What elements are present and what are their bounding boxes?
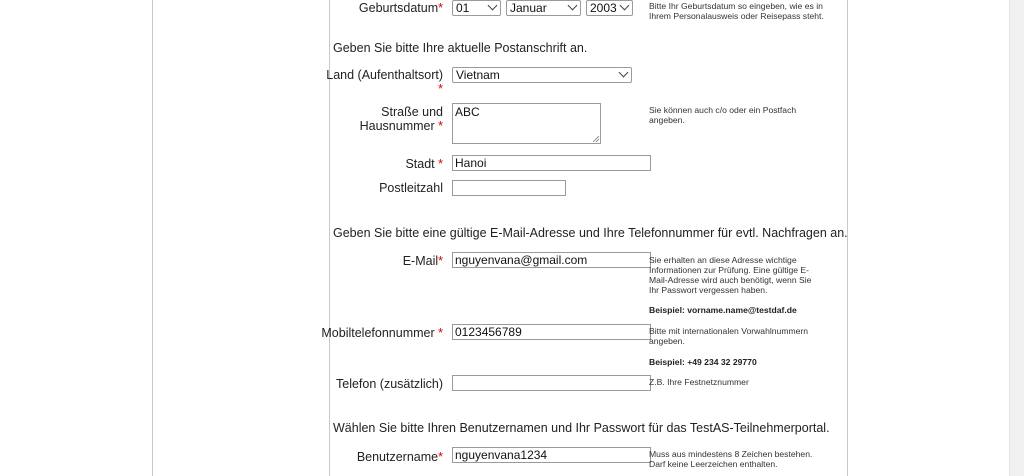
username-input[interactable]: nguyenvana1234 xyxy=(452,447,651,463)
mobile-hint: Bitte mit internationalen Vorwahlnummern angeben. xyxy=(649,326,809,346)
chevron-down-icon xyxy=(488,1,498,11)
chevron-down-icon xyxy=(620,1,630,11)
postcode-label: Postleitzahl xyxy=(379,181,443,195)
birthdate-day-select[interactable]: 01 xyxy=(452,0,501,16)
street-textarea[interactable]: ABC xyxy=(452,103,601,144)
country-label: Land (Aufenthaltsort) * xyxy=(326,68,443,96)
email-input[interactable]: nguyenvana@gmail.com xyxy=(452,252,651,268)
city-input[interactable]: Hanoi xyxy=(452,155,651,171)
street-hint: Sie können auch c/o oder ein Postfach angeben. xyxy=(649,105,797,125)
username-label: Benutzername* xyxy=(356,450,443,464)
mobile-input[interactable]: 0123456789 xyxy=(452,324,651,340)
address-section-title: Geben Sie bitte Ihre aktuelle Postanschrift an. xyxy=(333,41,588,55)
email-hint: Sie erhalten an diese Adresse wichtige Informationen zur Prüfung. Eine gültige E-Mail-Adresse wird auch benötigt, wenn Sie Ihr Passwort vergessen haben. xyxy=(649,255,812,295)
birthdate-hint: Bitte Ihr Geburtsdatum so eingeben, wie es in Ihrem Personalausweis oder Reisepass steht. xyxy=(649,1,824,21)
birthdate-year-select[interactable]: 2003 xyxy=(586,0,633,16)
username-hint: Muss aus mindestens 8 Zeichen bestehen. Darf keine Leerzeichen enthalten. xyxy=(649,449,813,469)
city-label: Stadt * xyxy=(405,157,443,171)
phone-input[interactable] xyxy=(452,375,651,391)
street-label: Straße und Hausnummer * xyxy=(359,105,443,133)
email-label: E-Mail* xyxy=(402,254,443,268)
mobile-example: Beispiel: +49 234 32 29770 xyxy=(649,357,757,367)
mobile-label: Mobiltelefonnummer * xyxy=(321,326,443,340)
email-example: Beispiel: vorname.name@testdaf.de xyxy=(649,305,797,315)
phone-hint: Z.B. Ihre Festnetznummer xyxy=(649,377,749,387)
resize-grip-icon[interactable] xyxy=(593,136,599,142)
scrollbar[interactable] xyxy=(1009,0,1024,476)
page-border-left xyxy=(152,0,153,476)
chevron-down-icon xyxy=(568,1,578,11)
birthdate-label: Geburtsdatum* xyxy=(358,1,443,15)
phone-label: Telefon (zusätzlich) xyxy=(336,377,443,391)
account-section-title: Wählen Sie bitte Ihren Benutzernamen und Ihr Passwort für das TestAS-Teilnehmerportal. xyxy=(333,421,830,435)
birthdate-month-select[interactable]: Januar xyxy=(506,0,581,16)
chevron-down-icon xyxy=(619,68,629,78)
country-select[interactable]: Vietnam xyxy=(452,67,632,83)
postcode-input[interactable] xyxy=(452,180,566,196)
contact-section-title: Geben Sie bitte eine gültige E-Mail-Adresse und Ihre Telefonnummer für evtl. Nachfragen an. xyxy=(333,226,848,240)
